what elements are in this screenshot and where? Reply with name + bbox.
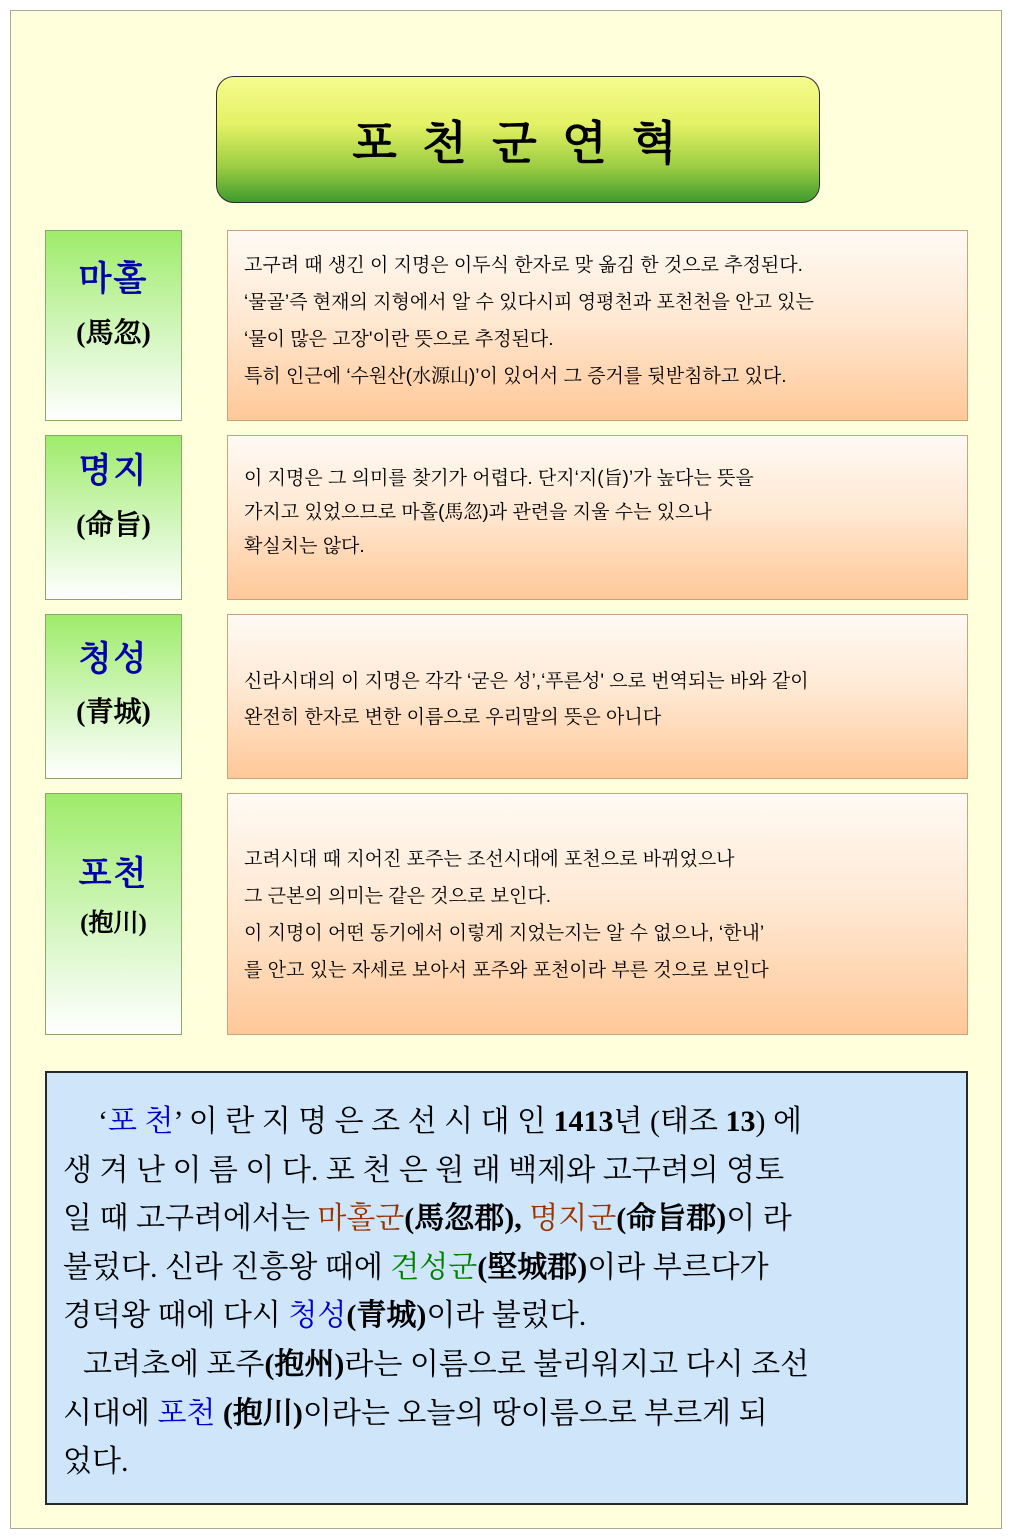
- summary-hanja: (馬忽郡),: [404, 1202, 530, 1236]
- summary-line: [63, 1147, 966, 1196]
- place-name-highlight: 견성군: [390, 1250, 478, 1284]
- summary-hanja: (抱州): [264, 1347, 345, 1381]
- summary-hanja: (青城): [346, 1299, 427, 1333]
- entry-description-pocheon: [227, 793, 968, 1035]
- place-name-highlight: 청성: [288, 1299, 347, 1333]
- summary-text: 이라 불렀다.: [426, 1299, 587, 1333]
- place-name-highlight: 포 천: [108, 1105, 174, 1138]
- summary-hanja: (抱川): [215, 1396, 303, 1430]
- summary-text: 시대에: [63, 1396, 158, 1430]
- summary-text: 불렀다. 신라 진흥왕 때에: [63, 1250, 391, 1284]
- description-line: 신라시대의 이 지명은 각각 ‘굳은 성’,‘푸른성' 으로 번역되는 바와 같이: [244, 671, 809, 692]
- summary-year: 1413: [553, 1105, 614, 1138]
- entry-label-myeongji: [45, 435, 182, 600]
- summary-line: [63, 1390, 966, 1439]
- entry-hanja: (命旨): [76, 510, 151, 541]
- description-line: ‘물골’즉 현재의 지형에서 알 수 있다시피 영평천과 포천천을 안고 있는: [244, 292, 814, 313]
- entry-label-mahol: [45, 230, 182, 421]
- entry-hanja: (青城): [76, 697, 151, 728]
- place-name-highlight: 마홀군: [317, 1202, 405, 1236]
- summary-text: 고려초에 포주: [83, 1347, 265, 1381]
- summary-text: 이 라: [726, 1202, 792, 1236]
- summary-text: 었다.: [63, 1445, 129, 1479]
- description-line: 이 지명은 그 의미를 찾기가 어렵다. 단지‘지(旨)’가 높다는 뜻을: [244, 468, 754, 489]
- entry-description-myeongji: [227, 435, 968, 600]
- entry-name: 포천: [78, 855, 149, 893]
- page-title: 포 천 군 연 혁: [352, 117, 684, 169]
- entry-label-cheongseong: [45, 614, 182, 779]
- entry-name: 청성: [78, 640, 149, 678]
- summary-hanja: (堅城郡): [477, 1250, 588, 1284]
- description-line: 를 안고 있는 자세로 보아서 포주와 포천이라 부른 것으로 보인다: [244, 960, 769, 981]
- summary-text: ) 에: [755, 1105, 802, 1138]
- summary-text: 년 (태조: [613, 1105, 726, 1138]
- summary-text: 생 겨 난 이 름 이 다. 포 천 은 원 래 백제와 고구려의 영토: [63, 1153, 785, 1187]
- summary-hanja: (命旨郡): [616, 1202, 727, 1236]
- description-line: 특히 인근에 ‘수원산(水源山)’이 있어서 그 증거를 뒷받침하고 있다.: [244, 366, 787, 387]
- summary-text: 경덕왕 때에 다시: [63, 1299, 289, 1333]
- summary-text: 이라 부르다가: [587, 1250, 769, 1284]
- description-line: 완전히 한자로 변한 이름으로 우리말의 뜻은 아니다: [244, 707, 662, 728]
- summary-panel: [45, 1071, 968, 1505]
- summary-text: ’ 이 란 지 명 은 조 선 시 대 인: [173, 1105, 554, 1138]
- place-name-highlight: 명지군: [529, 1202, 617, 1236]
- title-banner: [216, 76, 820, 203]
- description-line: 고려시대 때 지어진 포주는 조선시대에 포천으로 바뀌었으나: [244, 849, 735, 870]
- summary-line: [63, 1244, 966, 1293]
- description-line: ‘물이 많은 고장'이란 뜻으로 추정된다.: [244, 329, 554, 350]
- entry-name: 마홀: [78, 260, 149, 298]
- summary-text: ‘: [98, 1105, 108, 1138]
- entry-description-cheongseong: [227, 614, 968, 779]
- summary-line: [63, 1438, 966, 1487]
- description-line: 그 근본의 의미는 같은 것으로 보인다.: [244, 886, 551, 907]
- summary-line: [63, 1341, 966, 1390]
- summary-year: 13: [725, 1105, 756, 1138]
- entry-description-mahol: [227, 230, 968, 421]
- summary-text: 라는 이름으로 불리워지고 다시 조선: [344, 1347, 810, 1381]
- entry-name: 명지: [78, 452, 149, 490]
- entry-hanja: (抱川): [80, 910, 147, 937]
- summary-line: [63, 1195, 966, 1244]
- description-line: 가지고 있었으므로 마홀(馬忽)과 관련을 지울 수는 있으나: [244, 502, 712, 523]
- entry-label-pocheon: [45, 793, 182, 1035]
- summary-line: [63, 1098, 966, 1147]
- description-line: 이 지명이 어떤 동기에서 이렇게 지었는지는 알 수 없으나, ‘한내’: [244, 923, 765, 944]
- summary-line: [63, 1292, 966, 1341]
- summary-text: 일 때 고구려에서는: [63, 1202, 318, 1236]
- description-line: 고구려 때 생긴 이 지명은 이두식 한자로 맞 옮김 한 것으로 추정된다.: [244, 255, 803, 276]
- entry-hanja: (馬忽): [76, 318, 151, 349]
- description-line: 확실치는 않다.: [244, 536, 365, 557]
- place-name-highlight: 포천: [157, 1396, 216, 1430]
- summary-text: 이라는 오늘의 땅이름으로 부르게 되: [302, 1396, 768, 1430]
